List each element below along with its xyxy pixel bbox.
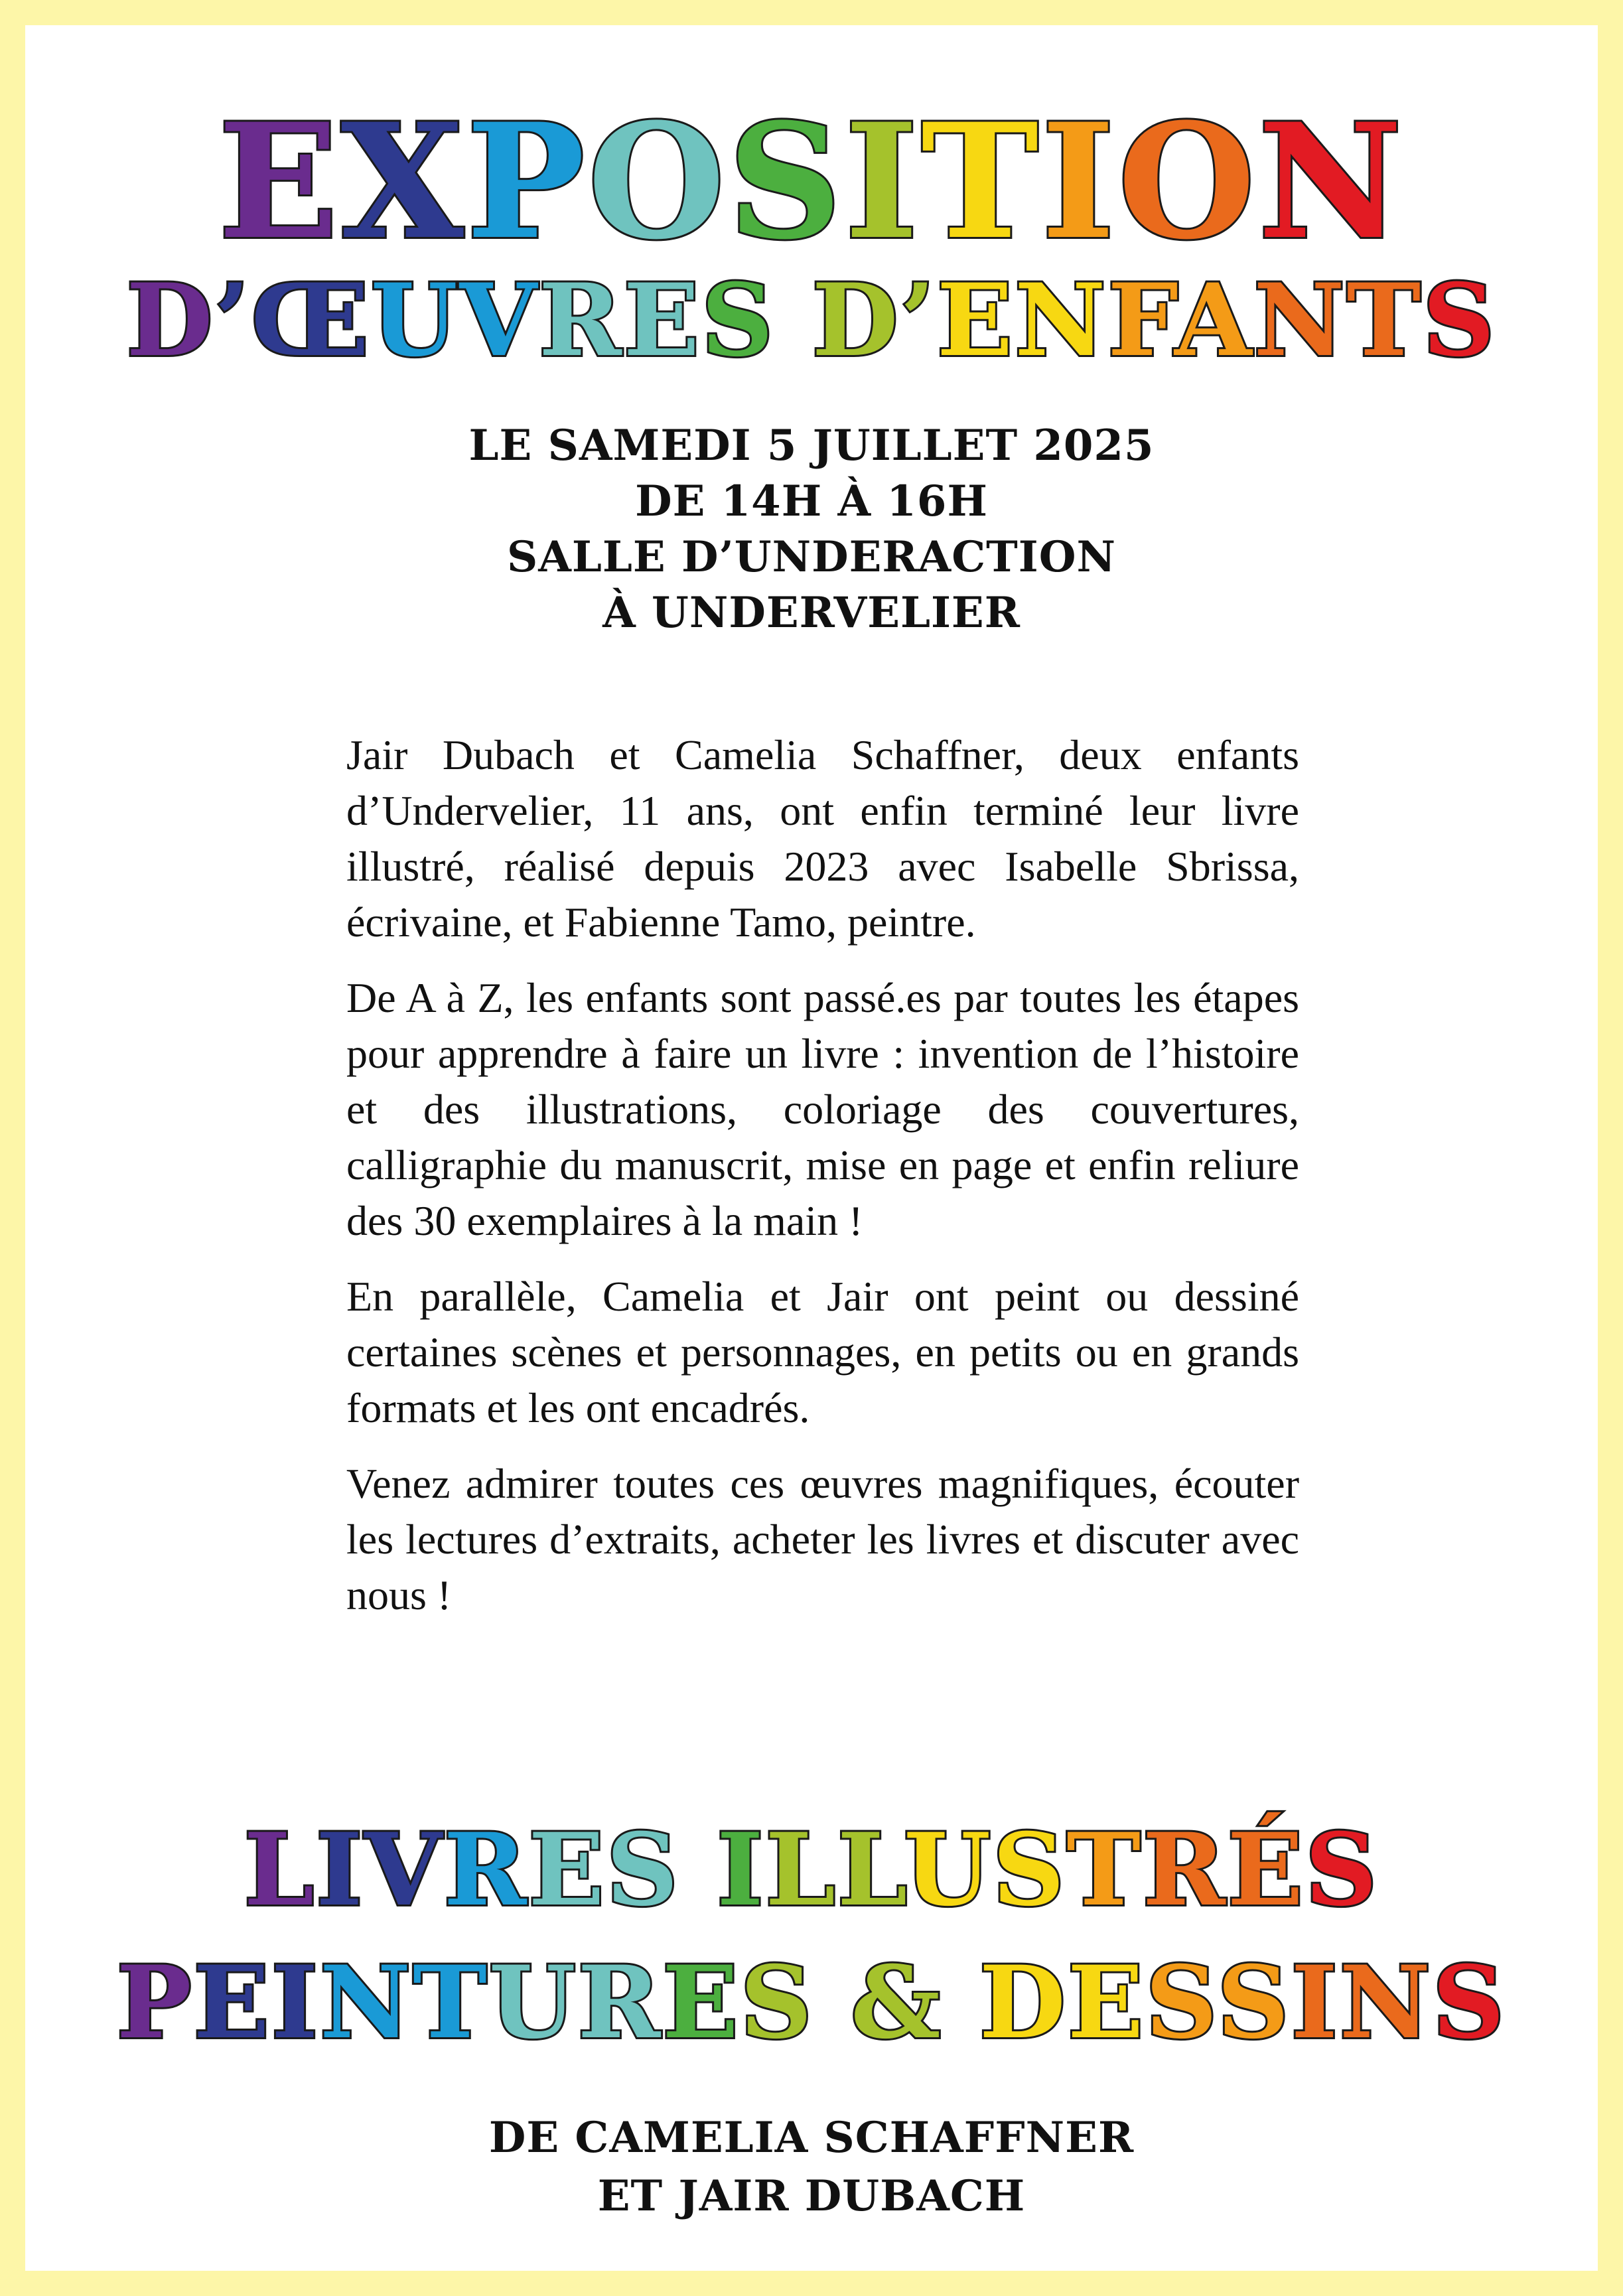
heading-letter: É xyxy=(1227,1812,1305,1928)
heading-letter: I xyxy=(1291,1944,1340,2061)
peintures-dessins-heading xyxy=(25,1944,1598,2061)
letter-space xyxy=(943,1944,979,2061)
paragraph: Venez admirer toutes ces œuvres magnifiques, écouter les lectures d’extraits, acheter les livres et discuter avec nous ! xyxy=(346,1460,1299,1618)
poster xyxy=(25,25,1598,2271)
event-info xyxy=(25,418,1598,641)
heading-letter: A xyxy=(1174,262,1254,379)
heading-letter: S xyxy=(606,1812,681,1928)
heading-letter: ’ xyxy=(214,262,251,379)
heading-letter: T xyxy=(1346,262,1423,379)
heading-letter: D xyxy=(979,1944,1068,2061)
heading-letter: F xyxy=(1107,262,1175,379)
heading-letter: S xyxy=(993,1812,1067,1928)
heading-letter: L xyxy=(765,1812,837,1928)
description xyxy=(346,727,1299,1643)
heading-letter: E xyxy=(193,1944,271,2061)
heading-letter: N xyxy=(1015,262,1108,379)
heading-letter: I xyxy=(1041,90,1118,275)
heading-letter: U xyxy=(904,1812,993,1928)
heading-letter: V xyxy=(459,262,539,379)
heading-letter: R xyxy=(1142,1812,1228,1928)
heading-letter: S xyxy=(740,1944,814,2061)
heading-letter: E xyxy=(936,262,1015,379)
heading-letter: T xyxy=(921,90,1042,275)
heading-letter: X xyxy=(340,90,466,275)
letter-space xyxy=(814,1944,851,2061)
heading-letter: E xyxy=(1067,1944,1146,2061)
exposition-title xyxy=(25,90,1598,275)
heading-letter: S xyxy=(727,90,845,275)
heading-letter: I xyxy=(316,1812,365,1928)
credits-line-1: DE CAMELIA SCHAFFNER xyxy=(488,2113,1135,2163)
credits-line-2: ET JAIR DUBACH xyxy=(597,2171,1026,2221)
heading-letter: ’ xyxy=(900,262,937,379)
paragraph: Jair Dubach et Camelia Schaffner, deux enfants d’Undervelier, 11 ans, ont enfin terminé leur livre illustré, réalisé depuis 2023 avec Isabelle Sbrissa, écrivaine, et Fabienne Tamo, peintre. xyxy=(346,731,1299,946)
heading-letter: I xyxy=(717,1812,766,1928)
oeuvres-subtitle xyxy=(25,262,1598,379)
heading-letter: V xyxy=(364,1812,444,1928)
heading-letter: Œ xyxy=(251,262,371,379)
heading-letter: R xyxy=(443,1812,529,1928)
heading-letter: E xyxy=(623,262,702,379)
heading-letter: N xyxy=(1339,1944,1433,2061)
heading-letter: D xyxy=(126,262,215,379)
heading-letter: E xyxy=(218,90,341,275)
heading-letter: T xyxy=(413,1944,489,2061)
letter-space xyxy=(680,1812,717,1928)
heading-letter: S xyxy=(1432,1944,1507,2061)
heading-letter: S xyxy=(1305,1812,1379,1928)
event-date: LE SAMEDI 5 JUILLET 2025 xyxy=(468,421,1155,470)
heading-letter: S xyxy=(1145,1944,1218,2061)
paragraph: En parallèle, Camelia et Jair ont peint ou dessiné certaines scènes et personnages, en petits ou en grands formats et les ont encadrés. xyxy=(346,1273,1299,1431)
heading-letter: U xyxy=(488,1944,578,2061)
heading-letter: P xyxy=(466,90,588,275)
heading-letter: I xyxy=(271,1944,320,2061)
heading-letter: E xyxy=(528,1812,606,1928)
heading-letter: N xyxy=(320,1944,413,2061)
event-place: À UNDERVELIER xyxy=(602,588,1021,638)
heading-letter: S xyxy=(1423,262,1497,379)
paragraph: De A à Z, les enfants sont passé.es par toutes les étapes pour apprendre à faire un livre : invention de l’histoire et des illustrations, coloriage des couvertures, calligraphie du manuscrit, mise en page et enfin reliure des 30 exemplaires à la main ! xyxy=(346,974,1299,1244)
heading-letter: E xyxy=(662,1944,741,2061)
heading-letter: L xyxy=(837,1812,904,1928)
heading-letter: I xyxy=(844,90,922,275)
heading-letter: T xyxy=(1066,1812,1143,1928)
heading-letter: L xyxy=(244,1812,317,1928)
credits xyxy=(25,2109,1598,2226)
heading-letter: & xyxy=(851,1944,943,2061)
event-venue: SALLE D’UNDERACTION xyxy=(507,532,1116,582)
heading-letter: N xyxy=(1253,262,1347,379)
heading-letter: S xyxy=(1217,1944,1291,2061)
heading-letter: N xyxy=(1257,90,1405,275)
event-time: DE 14H À 16H xyxy=(635,476,988,526)
heading-letter: D xyxy=(811,262,900,379)
heading-letter: U xyxy=(370,262,460,379)
heading-letter: O xyxy=(587,90,728,275)
heading-letter: O xyxy=(1117,90,1258,275)
livres-illustres-heading xyxy=(25,1812,1598,1928)
heading-letter: R xyxy=(539,262,624,379)
heading-letter: R xyxy=(577,1944,663,2061)
heading-letter: S xyxy=(701,262,776,379)
letter-space xyxy=(775,262,811,379)
heading-letter: P xyxy=(116,1944,194,2061)
